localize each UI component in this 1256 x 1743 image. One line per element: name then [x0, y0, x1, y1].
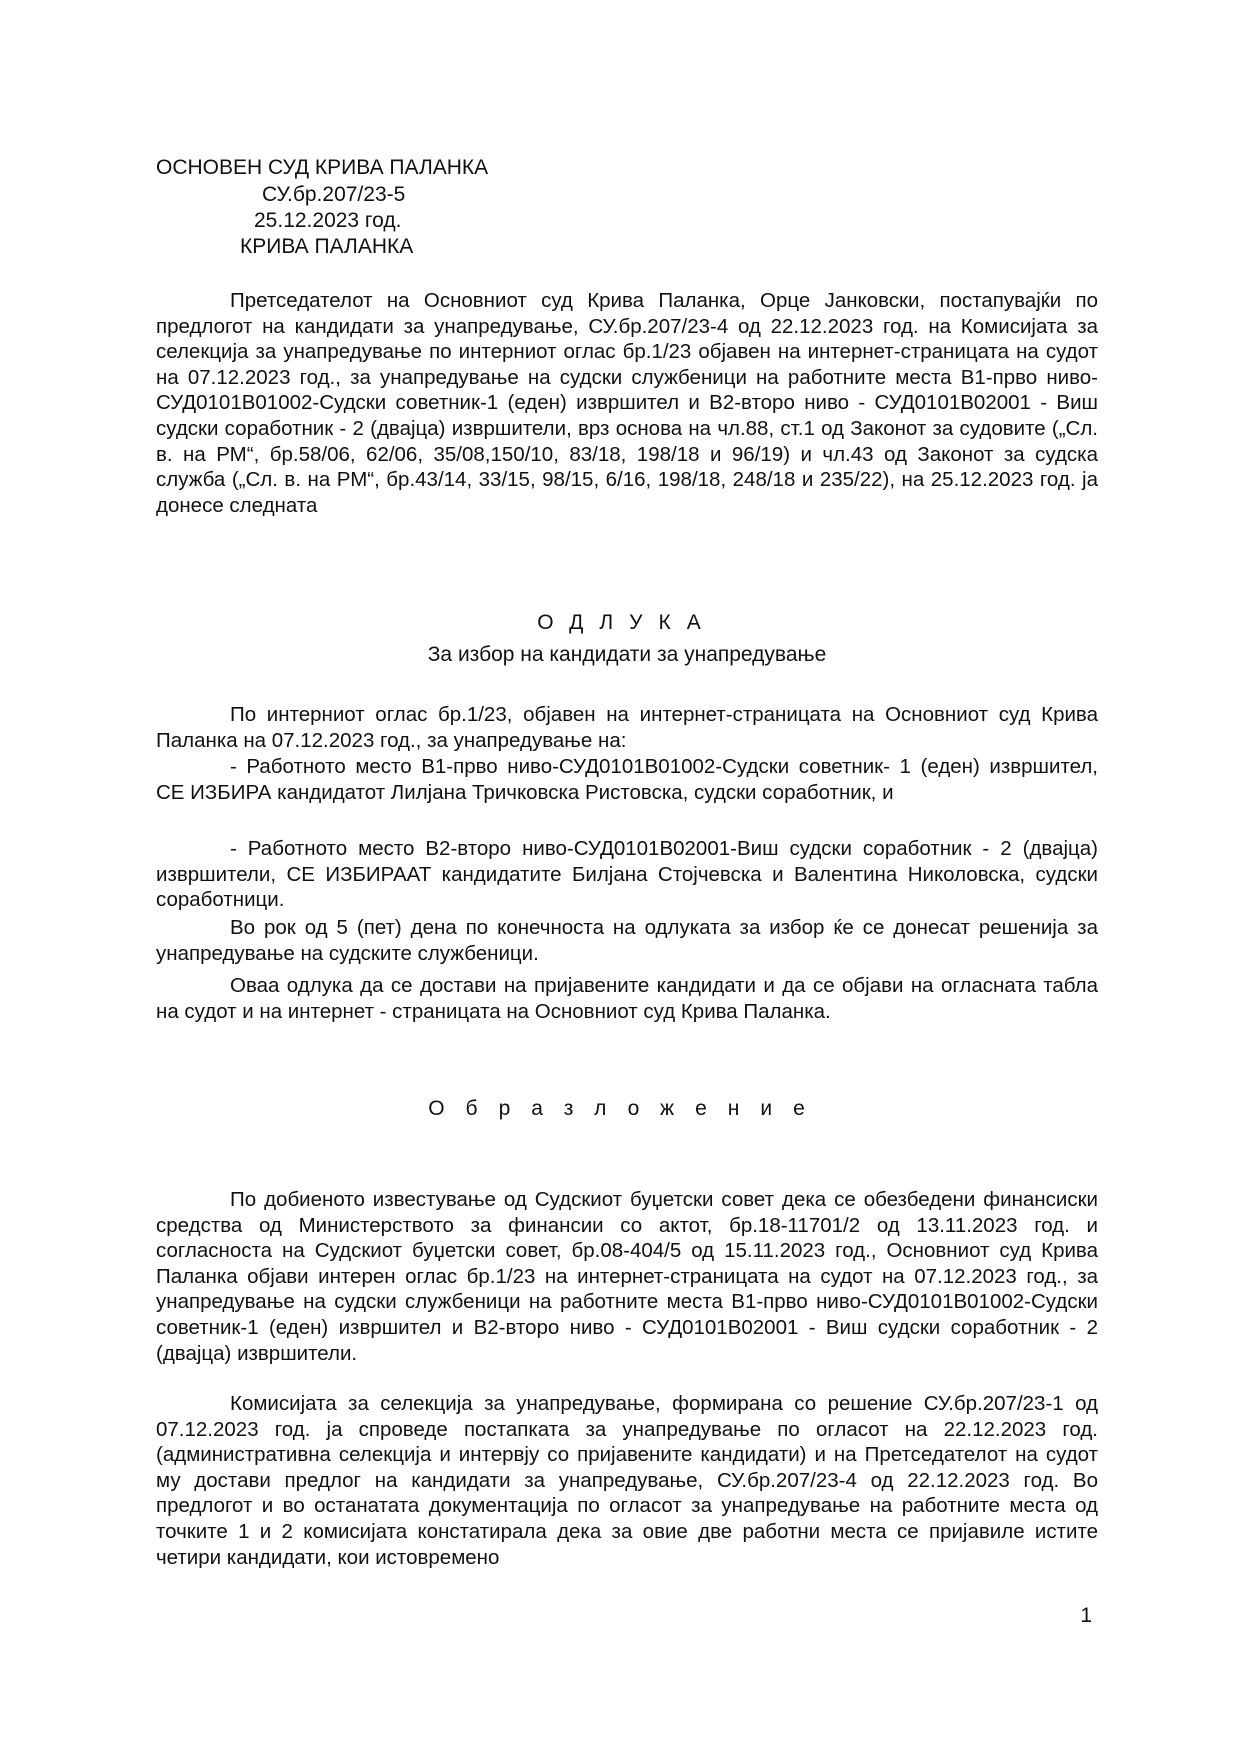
reasoning-title-text: Образложение [428, 1097, 826, 1120]
decision-subtitle: За избор на кандидати за унапредување [427, 643, 827, 666]
decision-title [156, 611, 1098, 635]
intro-paragraph: Претседателот на Основниот суд Крива Паланка, Орце Јанковски, постапувајќи по предлогот на кандидати за унапредување, СУ.бр.207/23-4 од 22.12.2023 год. на Комисијата за селекција за унапредување по интерниот оглас бр.1/23 објавен на интернет-страницата на судот на 07.12.2023 год., за унапредување на судски службеници на работните места В1-прво ниво-СУД0101В01002-Судски советник-1 (еден) извршител и В2-второ ниво - СУД0101В02001 - Виш судски соработник - 2 (двајца) извршители, врз основа на чл.88, ст.1 од Законот за судовите („Сл. в. на РМ“, бр.58/06, 62/06, 35/08,150/10, 83/18, 198/18 и 96/19) и чл.43 од Законот за судска служба („Сл. в. на РМ“, бр.43/14, 33/15, 98/15, 6/16, 198/18, 248/18 и 235/22), на 25.12.2023 год. ја донесе следната [156, 289, 1098, 517]
decision-lead: По интерниот оглас бр.1/23, објавен на интернет-страницата на Основниот суд Крива Паланка на 07.12.2023 год., за унапредување на: [156, 703, 1098, 752]
case-number: СУ.бр.207/23-5 [262, 183, 406, 206]
reasoning-paragraph-2: Комисијата за селекција за унапредување, формирана со решение СУ.бр.207/23-1 од 07.12.2023 год. ја спроведе постапката за унапредување по огласот на 22.12.2023 год. (административна селекција и интервју со пријавените кандидати) и на Претседателот на судот му достави предлог на кандидати за унапредување, СУ.бр.207/23-4 од 22.12.2023 год. Во предлогот и во останатата документација по огласот за унапредување на работните места од точките 1 и 2 комисијата констатирала дека за овие две работни места се пријавиле истите четири кандидати, кои истовремено [156, 1392, 1098, 1569]
decision-delivery: Оваа одлука да се достави на пријавените кандидати и да се објави на огласната табла на судот и на интернет - страницата на Основниот суд Крива Паланка. [156, 974, 1098, 1023]
page-number: 1 [1080, 1604, 1092, 1627]
reasoning-paragraph-1: По добиеното известување од Судскиот буџетски совет дека се обезбедени финансиски средства од Министерството за финансии со актот, бр.18-11701/2 од 13.11.2023 год. и согласноста на Судскиот буџетски совет, бр.08-404/5 од 15.11.2023 год., Основниот суд Крива Паланка објави интерен оглас бр.1/23 на интернет-страницата на судот на 07.12.2023 год., за унапредување на судски службеници на работните места В1-прво ниво-СУД0101В01002-Судски советник-1 (еден) извршител и В2-второ ниво - СУД0101В02001 - Виш судски соработник - 2 (двајца) извршители. [156, 1188, 1098, 1365]
document-date: 25.12.2023 год. [254, 209, 402, 232]
city-name: КРИВА ПАЛАНКА [240, 235, 414, 258]
decision-item-2: - Работното место В2-второ ниво-СУД0101В02001-Виш судски соработник - 2 (двајца) извршители, СЕ ИЗБИРААТ кандидатите Билјана Стојчевска и Валентина Николовска, судски соработници. [156, 837, 1098, 912]
decision-item-1: - Работното место В1-прво ниво-СУД0101В01002-Судски советник- 1 (еден) извршител, СЕ ИЗБИРА кандидатот Лилјана Тричковска Ристовска, судски соработник, и [156, 755, 1098, 804]
court-name: ОСНОВЕН СУД КРИВА ПАЛАНКА [156, 156, 489, 179]
decision-title-text: ОДЛУКА [537, 611, 717, 634]
reasoning-title [156, 1097, 1098, 1121]
decision-deadline: Во рок од 5 (пет) дена по конечноста на одлуката за избор ќе се донесат решенија за унапредување на судските службеници. [156, 916, 1098, 965]
